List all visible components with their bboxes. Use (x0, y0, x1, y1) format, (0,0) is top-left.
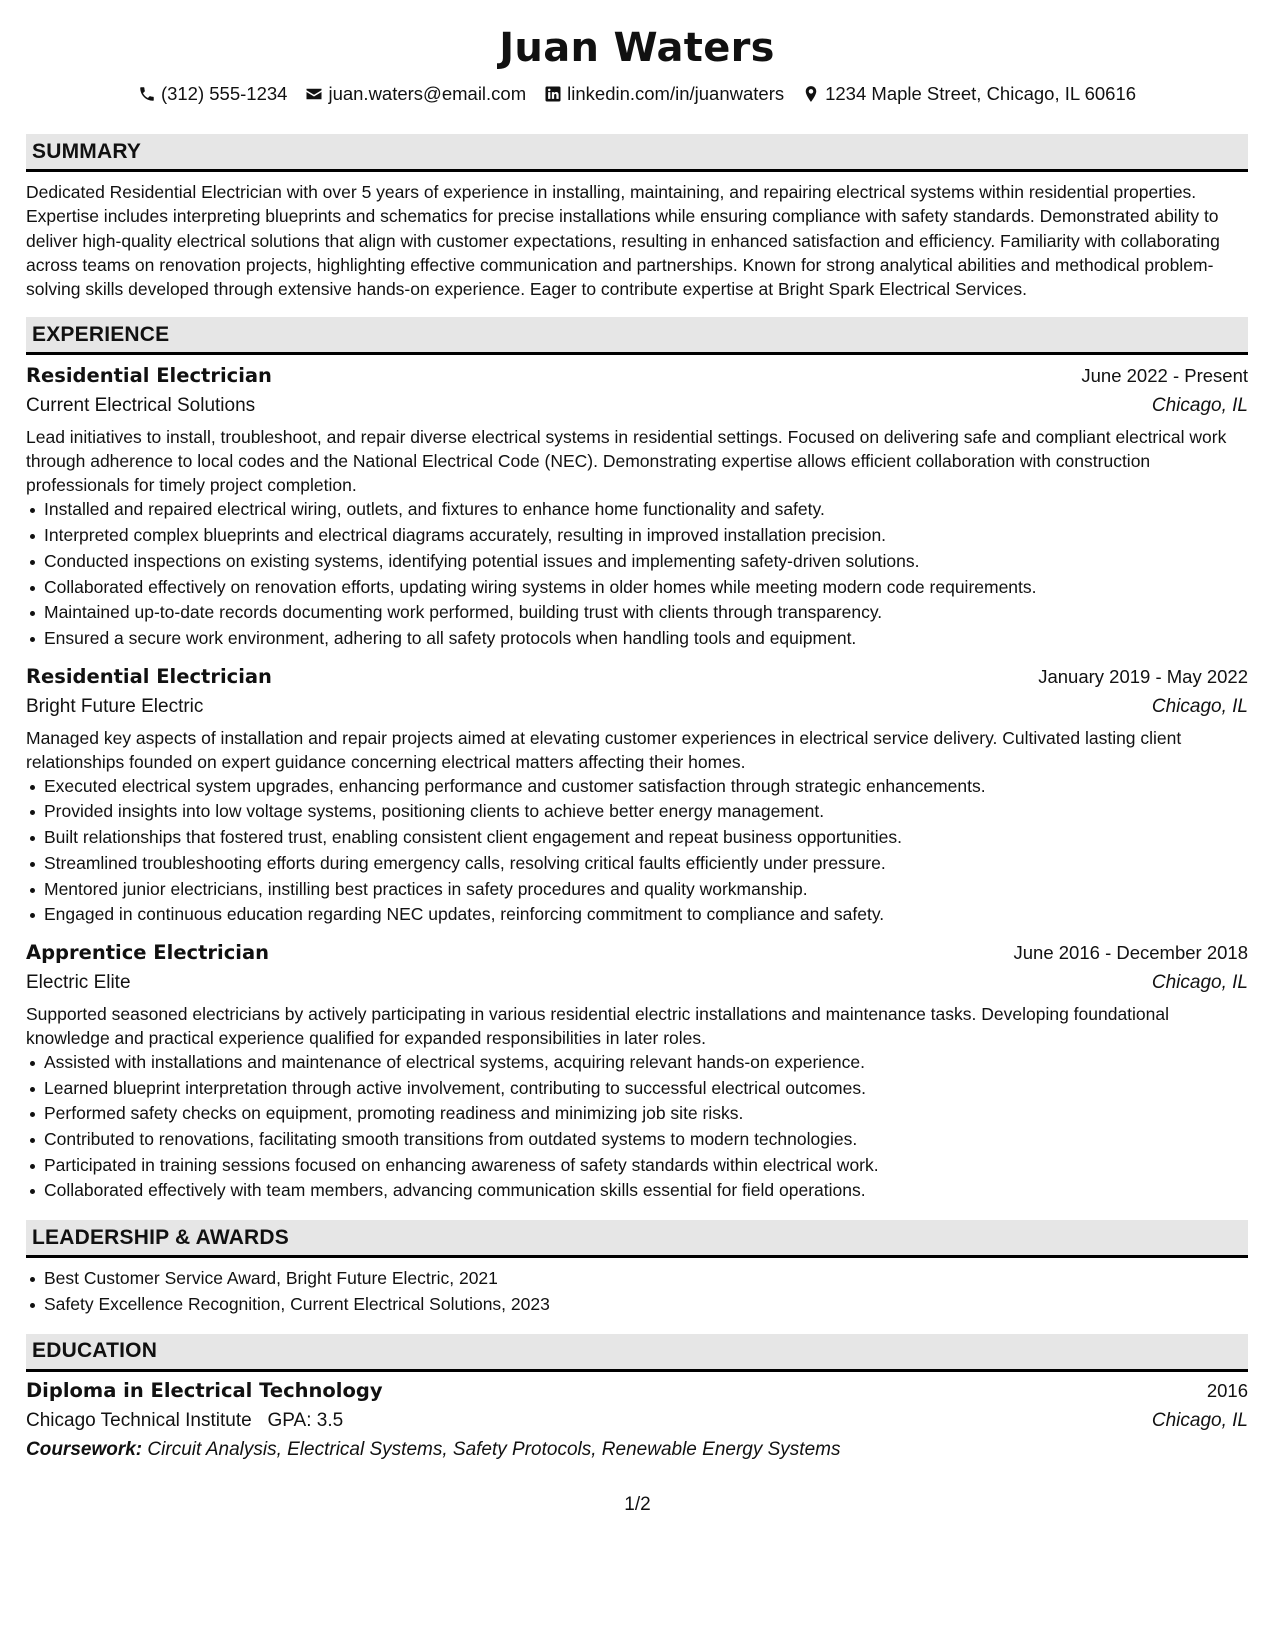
awards-heading (26, 1220, 1248, 1258)
job-bullets (26, 1050, 1248, 1204)
email-text: juan.waters@email.com (328, 83, 527, 104)
contact-linkedin (544, 82, 784, 106)
job-company: Current Electrical Solutions (26, 395, 256, 417)
linkedin-icon (544, 85, 562, 103)
job-title: Residential Electrician (26, 664, 272, 688)
envelope-icon (305, 85, 323, 103)
job-entry (26, 361, 1248, 651)
education-heading (26, 1334, 1248, 1372)
summary-heading (26, 134, 1248, 172)
school-line (26, 1406, 343, 1435)
address-text: 1234 Maple Street, Chicago, IL 60616 (825, 83, 1137, 104)
summary-heading-text: SUMMARY (32, 139, 142, 163)
list-item: Streamlined troubleshooting efforts during emergency calls, resolving critical faults efficiently under pressure. (26, 851, 1248, 877)
linkedin-text: linkedin.com/in/juanwaters (567, 83, 785, 104)
job-bullets (26, 497, 1248, 651)
job-title: Residential Electrician (26, 364, 272, 388)
job-description: Supported seasoned electricians by actively participating in various residential electric installations and maintenance tasks. Developing foundational knowledge and practical experience qualified for expanded responsibilities in later roles. (26, 1003, 1170, 1048)
candidate-name: Juan Waters (499, 25, 775, 71)
job-entry (26, 938, 1248, 1204)
list-item: Assisted with installations and maintenance of electrical systems, acquiring relevant hands-on experience. (26, 1050, 1248, 1076)
degree-title: Diploma in Electrical Technology (26, 1378, 383, 1402)
coursework-list: Circuit Analysis, Electrical Systems, Safety Protocols, Renewable Energy Systems (147, 1438, 841, 1460)
page-number: 1/2 (624, 1494, 651, 1515)
map-pin-icon (802, 85, 820, 103)
job-bullets (26, 774, 1248, 928)
contact-email (305, 82, 526, 106)
coursework-line (26, 1436, 1248, 1464)
graduation-year: 2016 (1206, 1379, 1248, 1401)
coursework-label: Coursework: (26, 1438, 143, 1460)
gpa: GPA: 3.5 (267, 1409, 344, 1431)
job-location: Chicago, IL (1151, 395, 1248, 417)
list-item: Performed safety checks on equipment, promoting readiness and minimizing job site risks. (26, 1101, 1248, 1127)
school-name: Chicago Technical Institute (26, 1409, 252, 1431)
job-location: Chicago, IL (1151, 695, 1248, 717)
job-location: Chicago, IL (1151, 971, 1248, 993)
list-item: Best Customer Service Award, Bright Future Electric, 2021 (26, 1266, 1248, 1292)
list-item: Interpreted complex blueprints and electrical diagrams accurately, resulting in improved installation precision. (26, 523, 1248, 549)
list-item: Conducted inspections on existing systems, identifying potential issues and implementing safety-driven solutions. (26, 549, 1248, 575)
summary-text: Dedicated Residential Electrician with over 5 years of experience in installing, maintaining, and repairing electrical systems within residential properties. Expertise includes interpreting blueprints and schematics for precise installations while ensuring compliance with safety standards. Demonstrated ability to deliver high-quality electrical solutions that align with customer expectations, resulting in enhanced satisfaction and efficiency. Familiarity with collaborating across teams on renovation projects, highlighting effective communication and partnerships. Known for strong analytical abilities and methodical problem-solving skills developed through extensive hands-on experience. Eager to contribute expertise at Bright Spark Electrical Services. (26, 182, 1220, 300)
job-description: Managed key aspects of installation and repair projects aimed at elevating customer experiences in electrical service delivery. Cultivated lasting client relationships founded on expert guidance concerning electrical matters affecting their homes. (26, 727, 1182, 772)
list-item: Built relationships that fostered trust, enabling consistent client engagement and repeat business opportunities. (26, 825, 1248, 851)
list-item: Mentored junior electricians, instilling best practices in safety procedures and quality workmanship. (26, 877, 1248, 903)
job-date: June 2016 - December 2018 (1013, 941, 1248, 963)
list-item: Learned blueprint interpretation through active involvement, contributing to successful electrical outcomes. (26, 1076, 1248, 1102)
phone-icon (138, 85, 156, 103)
job-description: Lead initiatives to install, troubleshoot, and repair diverse electrical systems in residential settings. Focused on delivering safe and compliant electrical work through adherence to local codes and the National Electrical Code (NEC). Demonstrating expertise allows efficient collaboration with construction professionals for timely project completion. (26, 427, 1227, 496)
experience-heading-text: EXPERIENCE (32, 322, 170, 346)
job-entry (26, 662, 1248, 928)
experience-heading (26, 317, 1248, 355)
list-item: Contributed to renovations, facilitating smooth transitions from outdated systems to modern technologies. (26, 1127, 1248, 1153)
list-item: Collaborated effectively on renovation efforts, updating wiring systems in older homes while meeting modern code requirements. (26, 575, 1248, 601)
list-item: Safety Excellence Recognition, Current Electrical Solutions, 2023 (26, 1292, 1248, 1318)
list-item: Installed and repaired electrical wiring, outlets, and fixtures to enhance home functionality and safety. (26, 497, 1248, 523)
job-title: Apprentice Electrician (26, 940, 270, 964)
list-item: Collaborated effectively with team members, advancing communication skills essential for field operations. (26, 1178, 1248, 1204)
contact-phone (138, 82, 288, 106)
school-location: Chicago, IL (1151, 1409, 1248, 1431)
education-heading-text: EDUCATION (32, 1339, 158, 1363)
job-company: Electric Elite (26, 971, 131, 993)
phone-text: (312) 555-1234 (160, 83, 288, 104)
job-company: Bright Future Electric (26, 695, 204, 717)
list-item: Executed electrical system upgrades, enhancing performance and customer satisfaction through strategic enhancements. (26, 774, 1248, 800)
awards-heading-text: LEADERSHIP & AWARDS (32, 1225, 289, 1249)
contact-address (802, 82, 1136, 106)
job-date: June 2022 - Present (1081, 365, 1248, 387)
list-item: Engaged in continuous education regarding NEC updates, reinforcing commitment to compliance and safety. (26, 902, 1248, 928)
list-item: Ensured a secure work environment, adhering to all safety protocols when handling tools and equipment. (26, 626, 1248, 652)
job-date: January 2019 - May 2022 (1038, 665, 1248, 687)
list-item: Provided insights into low voltage systems, positioning clients to achieve better energy management. (26, 799, 1248, 825)
education-entry (26, 1376, 1248, 1464)
list-item: Maintained up-to-date records documenting work performed, building trust with clients through transparency. (26, 600, 1248, 626)
list-item: Participated in training sessions focused on enhancing awareness of safety standards within electrical work. (26, 1153, 1248, 1179)
resume-page (26, 0, 1248, 1464)
awards-list (26, 1266, 1248, 1317)
contact-bar (26, 82, 1248, 106)
